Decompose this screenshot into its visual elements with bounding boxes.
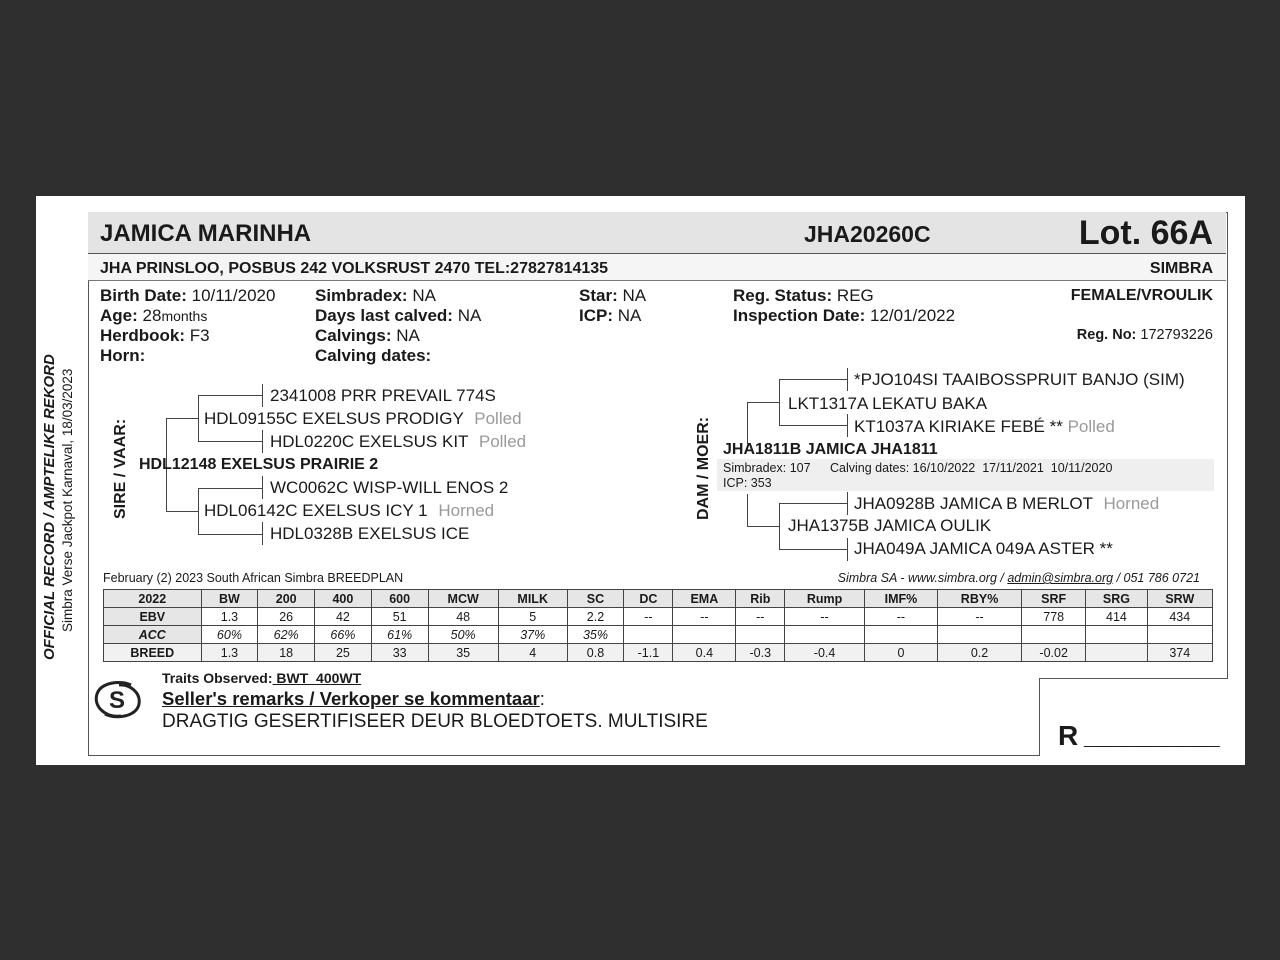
sire-dam: HDL06142C EXELSUS ICY 1 Horned [204, 501, 495, 520]
table-cell: 51 [371, 608, 428, 626]
table-cell: -- [736, 608, 785, 626]
table-header-cell: RBY% [938, 590, 1022, 608]
price-blank: __________ [1084, 720, 1219, 750]
lot-number: Lot. 66A [1078, 214, 1213, 252]
sire-bracket-line [262, 430, 263, 453]
table-cell: 5 [498, 608, 567, 626]
sire-dam-dam: HDL0328B EXELSUS ICE [270, 524, 470, 543]
breedplan-table [103, 589, 1213, 662]
table-cell: -0.02 [1022, 644, 1086, 662]
sire-bracket-line [198, 488, 262, 489]
table-row [104, 608, 1213, 626]
table-cell: 37% [498, 626, 567, 644]
table-header-cell: SRG [1086, 590, 1147, 608]
table-cell: 434 [1147, 608, 1212, 626]
breedplan-title: February (2) 2023 South African Simbra BREEDPLAN [103, 571, 404, 585]
sire-dam-sire: WC0062C WISP-WILL ENOS 2 [270, 478, 509, 497]
table-cell: 374 [1147, 644, 1212, 662]
herdbook: Herdbook: F3 [100, 326, 210, 345]
table-header-cell: 200 [258, 590, 315, 608]
sire-sire-dam: HDL0220C EXELSUS KIT Polled [270, 432, 527, 451]
row-label-cell: BREED [104, 644, 202, 662]
table-header-cell: SRW [1147, 590, 1212, 608]
table-header-cell: DC [624, 590, 673, 608]
table-header-cell: SRF [1022, 590, 1086, 608]
dam-bracket-line [847, 492, 848, 515]
table-row [104, 626, 1213, 644]
reg-number: Reg. No: 172793226 [1076, 327, 1213, 343]
dam-bracket-line [779, 425, 847, 426]
dam-bracket-line [779, 379, 847, 380]
table-cell: 35 [428, 644, 498, 662]
dam-bracket-line [847, 414, 848, 437]
table-cell: 60% [201, 626, 258, 644]
breedplan-contact: Simbra SA - www.simbra.org / admin@simbra.org / 051 786 0721 [837, 571, 1200, 585]
table-cell: 414 [1086, 608, 1147, 626]
table-cell: 1.3 [201, 608, 258, 626]
dam-calving-dates: Calving dates: 16/10/2022 17/11/2021 10/11/2020 [830, 461, 1113, 475]
table-header-cell: MILK [498, 590, 567, 608]
icp: ICP: NA [579, 306, 642, 325]
dam-label: DAM / MOER: [695, 416, 712, 520]
table-cell: -- [938, 608, 1022, 626]
table-header-cell: EMA [673, 590, 736, 608]
remarks-label: Seller's remarks / Verkoper se kommentaar: [162, 688, 545, 709]
table-header-cell: BW [201, 590, 258, 608]
sire-sire: HDL09155C EXELSUS PRODIGY Polled [204, 409, 522, 428]
dam-sire-dam: KT1037A KIRIAKE FEBÉ ** Polled [854, 417, 1115, 436]
dam-bracket-line [847, 368, 848, 391]
row-label-cell: ACC [104, 626, 202, 644]
table-header-cell: Rump [785, 590, 864, 608]
table-cell: 778 [1022, 608, 1086, 626]
sire-name: HDL12148 EXELSUS PRAIRIE 2 [139, 456, 379, 473]
table-cell: 0.8 [567, 644, 624, 662]
table-cell: -0.4 [785, 644, 864, 662]
table-header-cell: 400 [315, 590, 372, 608]
sire-label: SIRE / VAAR: [112, 418, 129, 519]
dam-icp: ICP: 353 [723, 476, 772, 490]
breeder-line: JHA PRINSLOO, POSBUS 242 VOLKSRUST 2470 TEL:27827814135 [100, 260, 609, 277]
dam-dam: JHA1375B JAMICA OULIK [788, 516, 992, 535]
table-cell [1022, 626, 1086, 644]
table-header-cell: Rib [736, 590, 785, 608]
table-cell: 25 [315, 644, 372, 662]
table-cell [1086, 644, 1147, 662]
sire-bracket-line [166, 418, 198, 419]
table-header-row [104, 590, 1213, 608]
calving-dates: Calving dates: [315, 346, 432, 365]
table-cell [736, 626, 785, 644]
table-cell: -0.3 [736, 644, 785, 662]
sire-bracket-line [198, 441, 262, 442]
animal-name: JAMICA MARINHA [100, 220, 312, 247]
breed-name: SIMBRA [1149, 260, 1213, 277]
sire-bracket-line [198, 534, 262, 535]
table-cell [938, 626, 1022, 644]
dam-bracket-line [747, 526, 779, 527]
dam-bracket-line [779, 503, 780, 549]
traits-observed: Traits Observed: BWT 400WT [162, 670, 362, 686]
seller-logo-icon [91, 680, 143, 720]
table-cell [1147, 626, 1212, 644]
dam-bracket-line [747, 402, 779, 403]
sire-bracket-line [166, 511, 198, 512]
svg-text:S: S [108, 687, 126, 714]
catalogue-card [36, 196, 1245, 765]
simbradex: Simbradex: NA [315, 286, 436, 305]
event-label: Simbra Verse Jackpot Karnaval, 18/03/2023 [60, 368, 75, 632]
table-row [104, 644, 1213, 662]
table-cell [1086, 626, 1147, 644]
table-cell: 48 [428, 608, 498, 626]
animal-id: JHA20260C [804, 221, 931, 247]
table-cell: 4 [498, 644, 567, 662]
age: Age: 28months [100, 306, 208, 325]
days-last-calved: Days last calved: NA [315, 306, 482, 325]
dam-name: JHA1811B JAMICA JHA1811 [723, 441, 938, 458]
table-cell: -- [673, 608, 736, 626]
table-header-cell: 600 [371, 590, 428, 608]
table-cell: 1.3 [201, 644, 258, 662]
dam-simbradex: Simbradex: 107 [723, 461, 811, 475]
table-cell: 0 [864, 644, 937, 662]
table-cell: -- [864, 608, 937, 626]
table-cell [864, 626, 937, 644]
sire-bracket-line [262, 476, 263, 499]
dam-dam-dam: JHA049A JAMICA 049A ASTER ** [854, 539, 1113, 558]
dam-bracket-line [747, 494, 748, 526]
table-header-cell: IMF% [864, 590, 937, 608]
sire-bracket-line [198, 395, 262, 396]
sire-bracket-line [198, 395, 199, 441]
dam-bracket-line [847, 538, 848, 561]
sire-bracket-line [198, 488, 199, 534]
remarks-text: DRAGTIG GESERTIFISEER DEUR BLOEDTOETS. MULTISIRE [162, 711, 708, 732]
sire-bracket-line [262, 522, 263, 545]
birth-date: Birth Date: 10/11/2020 [100, 286, 276, 305]
dam-bracket-line [779, 379, 780, 425]
table-cell: -1.1 [624, 644, 673, 662]
dam-bracket-line [779, 503, 847, 504]
table-cell: 2.2 [567, 608, 624, 626]
table-cell [624, 626, 673, 644]
table-cell [785, 626, 864, 644]
table-header-cell: MCW [428, 590, 498, 608]
calvings: Calvings: NA [315, 326, 420, 345]
dam-bracket-line [779, 549, 847, 550]
email-link[interactable]: admin@simbra.org [1007, 571, 1114, 585]
sire-bracket-line [262, 384, 263, 407]
table-cell: 26 [258, 608, 315, 626]
table-cell: 66% [315, 626, 372, 644]
star: Star: NA [579, 286, 647, 305]
table-cell: 50% [428, 626, 498, 644]
table-cell: -- [624, 608, 673, 626]
table-cell: 35% [567, 626, 624, 644]
reg-status: Reg. Status: REG [733, 286, 874, 305]
dam-sire-sire: *PJO104SI TAAIBOSSPRUIT BANJO (SIM) [854, 370, 1185, 389]
table-cell: 0.2 [938, 644, 1022, 662]
table-header-cell: 2022 [104, 590, 202, 608]
dam-dam-sire: JHA0928B JAMICA B MERLOT Horned [854, 494, 1160, 513]
table-cell: 33 [371, 644, 428, 662]
table-cell: 18 [258, 644, 315, 662]
official-record-label: OFFICIAL RECORD / AMPTELIKE REKORD [41, 354, 58, 660]
horn: Horn: [100, 346, 146, 365]
table-cell: 42 [315, 608, 372, 626]
inspection-date: Inspection Date: 12/01/2022 [733, 306, 956, 325]
table-cell: 0.4 [673, 644, 736, 662]
dam-bracket-line [747, 402, 748, 444]
table-cell [673, 626, 736, 644]
table-cell: 61% [371, 626, 428, 644]
price-label: R [1058, 720, 1079, 751]
dam-sire: LKT1317A LEKATU BAKA [788, 394, 988, 413]
table-cell: -- [785, 608, 864, 626]
sex: FEMALE/VROULIK [1070, 287, 1213, 304]
table-header-cell: SC [567, 590, 624, 608]
row-label-cell: EBV [104, 608, 202, 626]
table-cell: 62% [258, 626, 315, 644]
sire-sire-sire: 2341008 PRR PREVAIL 774S [270, 386, 496, 405]
